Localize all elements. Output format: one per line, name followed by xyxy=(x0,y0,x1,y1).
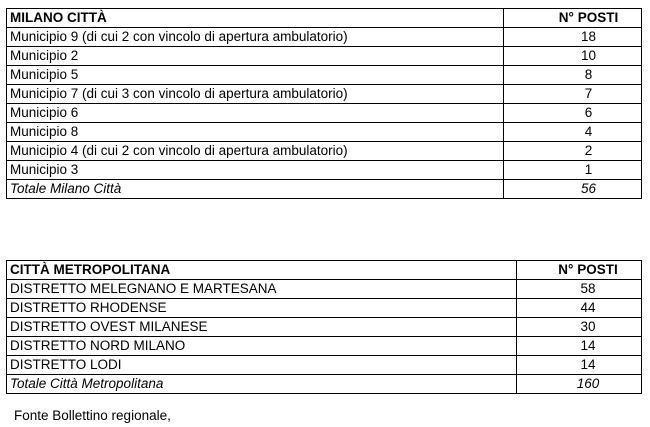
table-row xyxy=(7,123,642,142)
table-row xyxy=(7,299,642,318)
table-row xyxy=(7,66,642,85)
table-row xyxy=(7,47,642,66)
posts-cell: 4 xyxy=(504,123,642,142)
posts-cell: 44 xyxy=(517,299,642,318)
posts-cell: 58 xyxy=(517,280,642,299)
posts-cell: 30 xyxy=(517,318,642,337)
posts-cell: 8 xyxy=(504,66,642,85)
posts-cell: 14 xyxy=(517,337,642,356)
column-header-posts: N° POSTI xyxy=(517,261,642,280)
district-name-cell: DISTRETTO NORD MILANO xyxy=(7,337,517,356)
table-row xyxy=(7,356,642,375)
district-name-cell: DISTRETTO RHODENSE xyxy=(7,299,517,318)
table-row xyxy=(7,142,642,161)
area-name-cell: Municipio 9 (di cui 2 con vincolo di apertura ambulatorio) xyxy=(7,28,504,47)
column-header-area: CITTÀ METROPOLITANA xyxy=(7,261,517,280)
total-label: Totale Milano Città xyxy=(7,180,504,199)
district-name-cell: DISTRETTO LODI xyxy=(7,356,517,375)
source-note: Fonte Bollettino regionale, xyxy=(14,408,171,423)
area-name-cell: Municipio 5 xyxy=(7,66,504,85)
posts-cell: 10 xyxy=(504,47,642,66)
posts-cell: 6 xyxy=(504,104,642,123)
total-label: Totale Città Metropolitana xyxy=(7,375,517,394)
column-header-posts: N° POSTI xyxy=(504,9,642,28)
area-name-cell: Municipio 7 (di cui 3 con vincolo di apertura ambulatorio) xyxy=(7,85,504,104)
area-name-cell: Municipio 4 (di cui 2 con vincolo di apertura ambulatorio) xyxy=(7,142,504,161)
table-row xyxy=(7,85,642,104)
area-name-cell: Municipio 6 xyxy=(7,104,504,123)
citta-metropolitana-table xyxy=(6,260,642,394)
table-row xyxy=(7,161,642,180)
table-row xyxy=(7,104,642,123)
posts-cell: 2 xyxy=(504,142,642,161)
area-name-cell: Municipio 2 xyxy=(7,47,504,66)
total-row xyxy=(7,180,642,199)
total-posts: 56 xyxy=(504,180,642,199)
table-row xyxy=(7,280,642,299)
area-name-cell: Municipio 8 xyxy=(7,123,504,142)
posts-cell: 14 xyxy=(517,356,642,375)
milano-citta-table xyxy=(6,8,642,199)
table-row xyxy=(7,28,642,47)
table-row xyxy=(7,318,642,337)
total-posts: 160 xyxy=(517,375,642,394)
posts-cell: 1 xyxy=(504,161,642,180)
column-header-area: MILANO CITTÀ xyxy=(7,9,504,28)
district-name-cell: DISTRETTO OVEST MILANESE xyxy=(7,318,517,337)
table-header-row xyxy=(7,261,642,280)
table-row xyxy=(7,337,642,356)
table-header-row xyxy=(7,9,642,28)
area-name-cell: Municipio 3 xyxy=(7,161,504,180)
total-row xyxy=(7,375,642,394)
district-name-cell: DISTRETTO MELEGNANO E MARTESANA xyxy=(7,280,517,299)
posts-cell: 18 xyxy=(504,28,642,47)
posts-cell: 7 xyxy=(504,85,642,104)
